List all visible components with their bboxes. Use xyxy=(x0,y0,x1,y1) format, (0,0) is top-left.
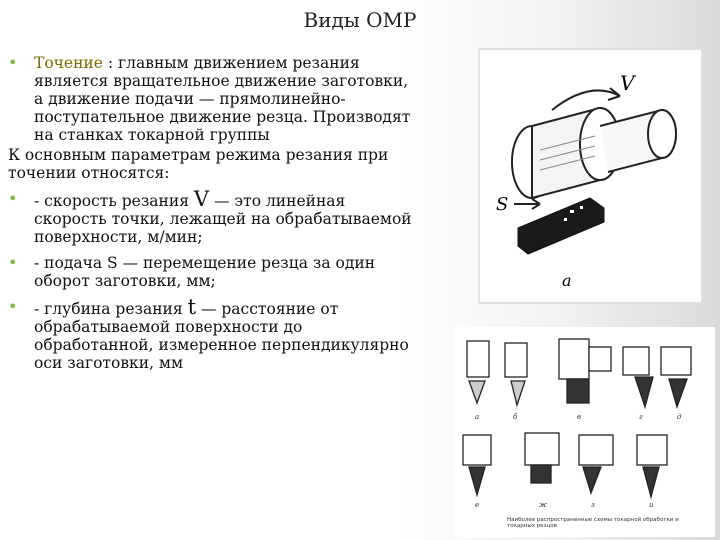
turning-tools-drawing xyxy=(455,327,715,517)
fig-label-b: б xyxy=(513,413,518,421)
bullet-dot-icon: • xyxy=(8,253,18,272)
speed-symbol: V xyxy=(193,187,210,211)
bullet-dot-icon: • xyxy=(8,189,18,208)
bullet-depth xyxy=(8,295,413,372)
fig-label-v: в xyxy=(577,413,582,421)
bullet-feed xyxy=(8,254,413,290)
fig-label-e: е xyxy=(475,501,480,509)
label-v: V xyxy=(620,71,635,95)
fig-label-i: и xyxy=(649,501,654,509)
turning-scheme-drawing xyxy=(480,50,701,302)
bullet-dot-icon: • xyxy=(8,53,18,72)
label-a: a xyxy=(562,271,572,290)
slide-title: Виды ОМР xyxy=(303,8,417,32)
turning-definition: : главным движением резания является вращательное движение заготовки, а движение подачи — прямолинейно- поступательное движение резца. Производят на станках токарной группы xyxy=(34,54,411,144)
term-turning: Точение xyxy=(34,54,103,72)
turning-scheme-figure xyxy=(478,48,703,304)
depth-prefix: - глубина резания xyxy=(34,300,188,318)
speed-prefix: - скорость резания xyxy=(34,192,194,210)
label-s: S xyxy=(496,194,509,215)
fig-label-g: г xyxy=(639,413,643,421)
feed-prefix: - подача xyxy=(34,254,108,272)
parameters-intro: К основным параметрам режима резания при точении относятся: xyxy=(8,146,389,182)
bullet-speed xyxy=(8,187,413,246)
turning-tools-figure xyxy=(455,327,715,537)
depth-definition: — расстояние от обрабатываемой поверхности до обработанной, измеренное перпендикулярно оси заготовки, мм xyxy=(34,300,409,372)
fig-label-z: з xyxy=(591,501,595,509)
depth-symbol: t xyxy=(187,295,197,319)
slide-body xyxy=(8,54,413,372)
speed-definition: — это линейная скорость точки, лежащей на обрабатываемой поверхности, м/мин; xyxy=(34,192,412,246)
bullet-dot-icon: • xyxy=(8,297,18,316)
bullet-turning xyxy=(8,54,413,144)
fig-label-d: д xyxy=(677,413,682,421)
feed-definition: — перемещение резца за один оборот заготовки, мм; xyxy=(34,254,376,290)
fig-label-zh: ж xyxy=(539,501,547,509)
figure-caption: Наиболее распространенные схемы токарной обработки и токарных резцов xyxy=(507,517,679,529)
fig-label-a: а xyxy=(475,413,480,421)
feed-symbol: S xyxy=(107,254,118,272)
